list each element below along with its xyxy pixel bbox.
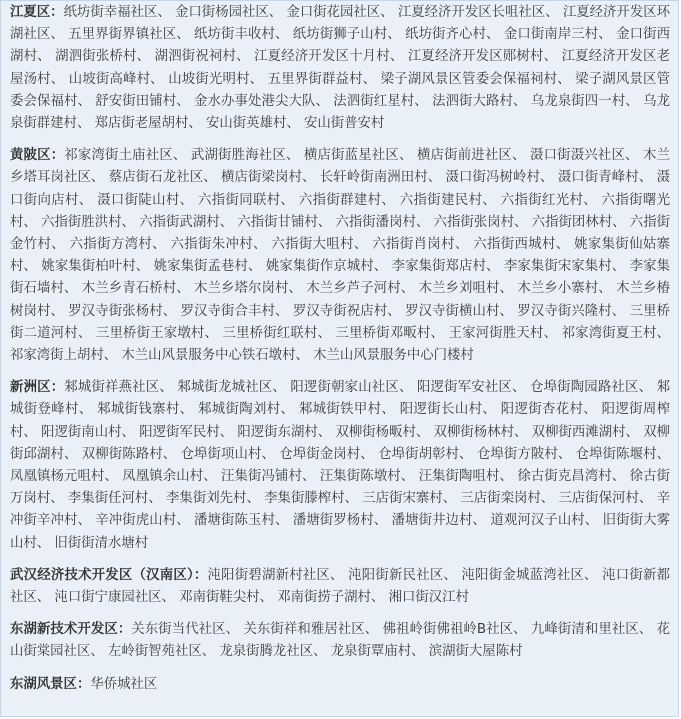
district-huangpi [10, 145, 670, 367]
district-name: 江夏区： [10, 5, 64, 20]
district-name: 东湖风景区： [10, 676, 91, 692]
district-xinzhou [10, 377, 670, 555]
district-name: 武汉经济技术开发区（汉南区）： [10, 567, 208, 583]
district-communities: 纸坊街幸福社区、 金口街杨园社区、 金口街花园社区、 江夏经济开发区长咀社区、 江夏经济开发区环湖社区、 五里界街界镇社区、 纸坊街丰收村、 纸坊街狮子山村、 纸坊街齐心村、 金口街南岸三村、 金口街西湖村、 湖泗街张桥村、 湖泗街祝祠村、 江夏经济开发区十月村、 江夏经济开发区郧树村、 江夏经济开发区老屋汤村、 山坡街高峰村、 山坡街光明村、 五里界街群益村、 梁子湖风景区管委会保福祠村、 梁子湖风景区管委会保福村、 舒安街田铺村、 金水办事处港尖大队、 法泗街红星村、 法泗街大路村、 乌龙泉街四一村、 乌龙泉街群建村、 郑店街老屋胡村、 安山街英雄村、 安山街普安村 [10, 5, 671, 132]
spacer [10, 367, 670, 377]
spacer [10, 664, 670, 674]
district-communities: 沌阳街碧湖新村社区、 沌阳街新民社区、 沌阳街金城蓝湾社区、 沌口街新都社区、 沌口街宁康园社区、 邓南街鞋尖村、 邓南街捞子湖村、 湘口街汉江村 [10, 567, 670, 606]
district-name: 新洲区： [10, 380, 65, 396]
district-communities: 祁家湾街土庙社区、 武湖街胜海社区、 横店街蓝星社区、 横店街前进社区、 滠口街滠兴社区、 木兰乡塔耳岗社区、 蔡店街石龙社区、 横店街梁岗村、 长轩岭街南洲田村、 滠口街冯树岭村、 滠口街青峰村、 滠口街向店村、 滠口街陡山村、 六指街同联村、 六指街群建村、 六指街建民村、 六指街红光村、 六指街曙光村、 六指街胜洪村、 六指街武湖村、 六指街甘铺村、 六指街潘岗村、 六指街张岗村、 六指街团林村、 六指街金竹村、 六指街方湾村、 六指街朱冲村、 六指街大咀村、 六指街肖岗村、 六指街西城村、 姚家集街仙姑寨村、 姚家集街柏叶村、 姚家集街孟巷村、 姚家集街作京城村、 李家集街郑店村、 李家集街宋家集村、 李家集街石墙村、 木兰乡青石桥村、 木兰乡塔尔岗村、 木兰乡芦子河村、 木兰乡刘咀村、 木兰乡小寨村、 木兰乡椿树岗村、 罗汉寺街张杨村、 罗汉寺街合丰村、 罗汉寺街祝店村、 罗汉寺街横山村、 罗汉寺街兴隆村、 三里桥街二道河村、 三里桥街王家墩村、 三里桥街红联村、 三里桥街邓畈村、 王家河街胜天村、 祁家湾街夏王村、 祁家湾街上胡村、 木兰山风景服务中心铁石墩村、 木兰山风景服务中心门楼村 [10, 148, 670, 364]
district-east-lake-scenic [10, 674, 670, 696]
spacer [10, 555, 670, 565]
district-communities: 关东街当代社区、 关东街祥和雅居社区、 佛祖岭街佛祖岭B社区、 九峰街清和里社区、 花山街棠园社区、 左岭街智苑社区、 龙泉街腾龙社区、 龙泉街覃庙村、 滨湖街大屋陈村 [10, 622, 670, 660]
district-communities: 邾城街祥燕社区、 邾城街龙城社区、 阳逻街朝家山社区、 阳逻街军安社区、 仓埠街陶园路社区、 邾城街登峰村、 邾城街钱寨村、 邾城街陶刘村、 邾城街铁甲村、 阳逻街长山村、 阳逻街杏花村、 阳逻街周榨村、 阳逻街南山村、 阳逻街军民村、 阳逻街东湖村、 双柳街杨畈村、 双柳街杨林村、 双柳街西滩湖村、 双柳街邱湖村、 双柳街陈路村、 仓埠街项山村、 仓埠街金岗村、 仓埠街胡彰村、 仓埠街方陂村、 仓埠街陈堰村、 凤凰镇杨元咀村、 凤凰镇余山村、 汪集街冯铺村、 汪集街陈墩村、 汪集街陶咀村、 徐古街克昌湾村、 徐古街万岗村、 李集街任河村、 李集街刘先村、 李集街滕榨村、 三店街宋寨村、 三店街栾岗村、 三店街保河村、 辛冲街辛冲村、 辛冲街虎山村、 潘塘街陈玉村、 潘塘街罗杨村、 潘塘街井边村、 道观河汉子山村、 旧街街大雾山村、 旧街街清水塘村 [10, 380, 670, 551]
spacer [10, 609, 670, 619]
spacer [10, 135, 670, 145]
district-communities: 华侨城社区 [90, 676, 158, 692]
district-east-lake-hightech [10, 619, 670, 663]
district-name: 东湖新技术开发区： [10, 622, 132, 638]
district-name: 黄陂区： [10, 148, 65, 164]
district-jiangxia [10, 2, 670, 135]
district-hannan [10, 565, 670, 609]
